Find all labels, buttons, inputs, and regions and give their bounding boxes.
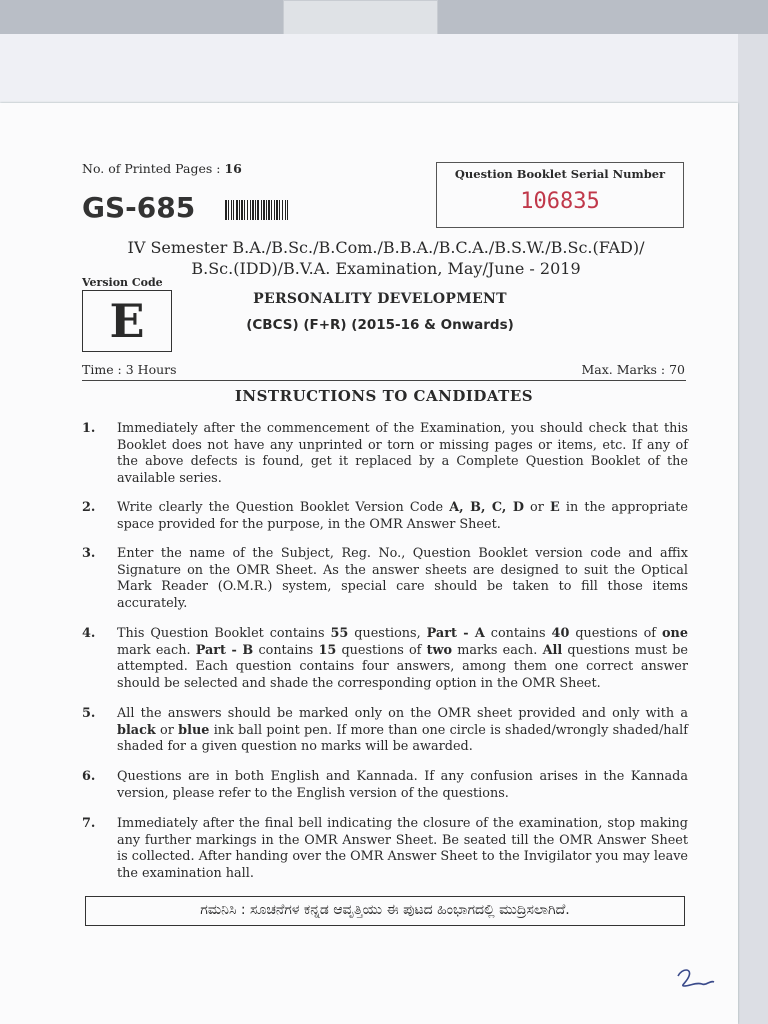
instruction-bold-text: 15	[318, 642, 337, 658]
subject-scheme: (CBCS) (F+R) (2015-16 & Onwards)	[246, 317, 514, 333]
exam-title	[80, 237, 692, 279]
instruction-number: 6.	[82, 769, 96, 784]
max-marks: Max. Marks : 70	[581, 362, 685, 377]
divider	[82, 380, 686, 381]
instruction-text-run: contains	[253, 642, 319, 658]
serial-number-box	[436, 162, 684, 228]
barcode-image	[225, 200, 337, 220]
instruction-item	[82, 769, 688, 802]
barcode-bar	[271, 200, 272, 220]
handwritten-mark	[672, 960, 722, 996]
instruction-text-run: This Question Booklet contains	[117, 626, 331, 641]
instruction-text-run: or	[155, 722, 179, 738]
instruction-text-run: Enter the name of the Subject, Reg. No., Question Booklet version code and affix Signature on the OMR Sheet. As the answer sheets are designed to suit the Optical Mark Reader (O.M.R.) system, special care should be taken to fill those items accurately.	[117, 546, 688, 611]
instruction-text-run: or	[523, 500, 550, 515]
printed-pages	[82, 161, 242, 176]
instruction-text-run: questions must be attempted. Each question contains four answers, among them one correct answer should be selected and shade the corresponding option in the OMR Sheet.	[117, 642, 688, 691]
instruction-text	[117, 546, 688, 612]
instruction-item	[82, 626, 688, 692]
instruction-item	[82, 421, 688, 487]
instruction-text	[117, 626, 688, 692]
printed-pages-label: No. of Printed Pages :	[82, 161, 221, 176]
instruction-text-run: questions of	[336, 642, 427, 658]
instruction-number: 3.	[82, 546, 96, 561]
instruction-text-run: Immediately after the final bell indicating the closure of the examination, stop making any further markings in the OMR Answer Sheet. Be seated till the OMR Answer Sheet is collected. After handing over the OMR Answer Sheet to the Invigilator you may leave the examination hall.	[117, 816, 688, 881]
instruction-item	[82, 816, 688, 882]
barcode-bar	[266, 200, 267, 220]
paper-code: GS-685	[82, 191, 196, 224]
instruction-text-run: questions of	[569, 626, 663, 641]
instruction-text-run: Immediately after the commencement of the Examination, you should check that this Booklet does not have any unprinted or torn or missing pages or items, etc. If any of the above defects is found, get it replaced by a Complete Question Booklet of the available series.	[117, 421, 688, 486]
subject-title: PERSONALITY DEVELOPMENT	[253, 291, 507, 307]
barcode-bar	[228, 200, 229, 220]
instruction-text-run: marks each.	[452, 642, 543, 658]
instructions-heading: INSTRUCTIONS TO CANDIDATES	[234, 387, 534, 405]
instruction-text-run: Questions are in both English and Kannada. If any confusion arises in the Kannada version, please refer to the English version of the questions.	[117, 769, 688, 801]
barcode-bar	[268, 200, 270, 220]
instruction-text-run: ink ball point pen. If more than one circle is shaded/wrongly shaded/half shaded for a given question no marks will be awarded.	[117, 722, 688, 754]
instruction-bold-text: Part - A	[426, 626, 485, 641]
barcode-bar	[282, 200, 283, 220]
instruction-bold-text: All	[542, 642, 563, 658]
instruction-text-run: questions,	[348, 626, 427, 641]
instruction-text	[117, 769, 688, 802]
barcode-bar	[257, 200, 259, 220]
instruction-text-run: contains	[484, 626, 552, 641]
instruction-number: 7.	[82, 816, 96, 831]
version-code-label: Version Code	[82, 276, 163, 289]
barcode-bar	[247, 200, 248, 220]
instruction-item	[82, 546, 688, 612]
barcode-bar	[239, 200, 240, 220]
instruction-number: 5.	[82, 706, 96, 721]
printed-pages-value: 16	[224, 161, 242, 176]
instruction-item	[82, 500, 688, 533]
barcode-bar	[255, 200, 256, 220]
instruction-number: 2.	[82, 500, 96, 515]
instruction-bold-text: blue	[178, 722, 210, 738]
instruction-text-run: mark each.	[117, 642, 196, 658]
instruction-text-run: in the appropriate space provided for the purpose, in the OMR Answer Sheet.	[117, 500, 688, 532]
serial-number: 106835	[520, 189, 600, 214]
kannada-note: ಗಮನಿಸಿ : ಸೂಚನೆಗಳ ಕನ್ನಡ ಆವೃತ್ತಿಯು ಈ ಪುಟದ ಹಿಂಭಾಗದಲ್ಲಿ ಮುದ್ರಿಸಲಾಗಿದೆ.	[85, 896, 685, 926]
version-code-box: E	[82, 290, 172, 352]
instruction-text	[117, 500, 688, 533]
instruction-text	[117, 706, 688, 756]
barcode-bar	[279, 200, 280, 220]
barcode-bar	[252, 200, 254, 220]
instruction-bold-text: two	[426, 642, 453, 658]
tape-strip	[283, 0, 438, 36]
instruction-text	[117, 816, 688, 882]
instruction-number: 1.	[82, 421, 96, 436]
barcode-bar	[244, 200, 245, 220]
scanner-edge	[738, 34, 768, 1024]
barcode-bar	[231, 200, 232, 220]
barcode-bar	[250, 200, 251, 220]
instruction-bold-text: E	[549, 500, 560, 515]
instruction-item	[82, 706, 688, 756]
barcode-bar	[276, 200, 278, 220]
instruction-bold-text: one	[662, 626, 688, 641]
instruction-text-run: Write clearly the Question Booklet Version Code	[117, 500, 450, 515]
barcode-bar	[225, 200, 227, 220]
barcode-bar	[274, 200, 275, 220]
back-sheet	[0, 34, 742, 106]
barcode-bar	[263, 200, 265, 220]
barcode-bar	[285, 200, 286, 220]
instruction-bold-text: A, B, C, D	[449, 500, 524, 515]
barcode-bar	[261, 200, 262, 220]
exam-line-1: IV Semester B.A./B.Sc./B.Com./B.B.A./B.C.A./B.S.W./B.Sc.(FAD)/	[127, 238, 645, 257]
instruction-bold-text: Part - B	[195, 642, 254, 658]
exam-time: Time : 3 Hours	[82, 362, 177, 377]
barcode-bar	[241, 200, 243, 220]
instruction-text	[117, 421, 688, 487]
barcode-bar	[233, 200, 234, 220]
instruction-text-run: All the answers should be marked only on the OMR sheet provided and only with a	[117, 706, 688, 721]
instruction-number: 4.	[82, 626, 96, 641]
barcode-bar	[287, 200, 288, 220]
instruction-bold-text: black	[117, 722, 156, 738]
instruction-bold-text: 55	[330, 626, 349, 641]
barcode-bar	[236, 200, 238, 220]
instruction-bold-text: 40	[551, 626, 570, 641]
serial-label: Question Booklet Serial Number	[454, 167, 666, 181]
exam-line-2: B.Sc.(IDD)/B.V.A. Examination, May/June - 2019	[191, 259, 581, 278]
